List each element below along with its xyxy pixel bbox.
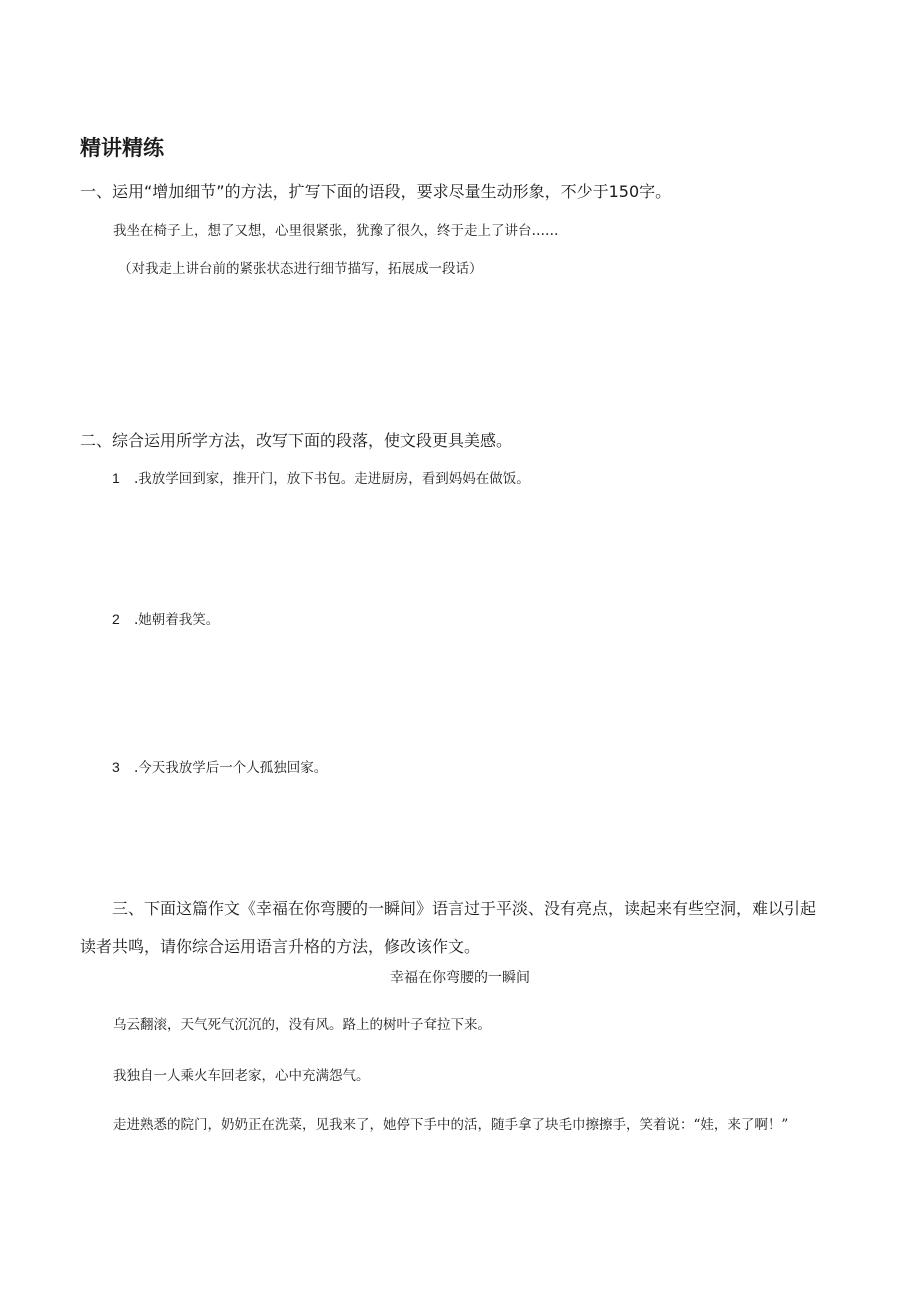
essay-title: 幸福在你弯腰的一瞬间 [390, 970, 530, 986]
question-1-text: 我坐在椅子上，想了又想，心里很紧张，犹豫了很久，终于走上了讲台…… [113, 223, 559, 239]
question-2-item-3 [112, 756, 327, 776]
item-text: .今天我放学后一个人孤独回家。 [134, 760, 328, 776]
essay-paragraph-3: 走进熟悉的院门，奶奶正在洗菜，见我来了，她停下手中的活，随手拿了块毛巾擦擦手，笑着说：“娃，来了啊！” [113, 1117, 789, 1133]
item-number: 1 [112, 470, 120, 486]
item-text: .她朝着我笑。 [134, 612, 220, 628]
question-1-prompt: 一、运用“增加细节”的方法，扩写下面的语段，要求尽量生动形象，不少于150字。 [80, 182, 672, 201]
question-3-prompt: 三、下面这篇作文《幸福在你弯腰的一瞬间》语言过于平淡、没有亮点，读起来有些空洞，难以引起读者共鸣，请你综合运用语言升格的方法，修改该作文。 [80, 899, 817, 956]
item-number: 2 [112, 611, 120, 627]
item-number: 3 [112, 759, 120, 775]
question-2-item-1 [112, 467, 530, 487]
question-2-item-2 [112, 608, 219, 628]
section-title: 精讲精练 [80, 136, 164, 160]
question-1-hint: （对我走上讲台前的紧张状态进行细节描写，拓展成一段话） [118, 261, 483, 277]
essay-paragraph-2: 我独自一人乘火车回老家，心中充满怨气。 [113, 1068, 370, 1084]
item-text: .我放学回到家，推开门，放下书包。走进厨房，看到妈妈在做饭。 [134, 471, 530, 487]
essay-paragraph-1: 乌云翻滚，天气死气沉沉的，没有风。路上的树叶子耷拉下来。 [113, 1017, 491, 1033]
question-2-prompt: 二、综合运用所学方法，改写下面的段落，使文段更具美感。 [80, 431, 513, 450]
